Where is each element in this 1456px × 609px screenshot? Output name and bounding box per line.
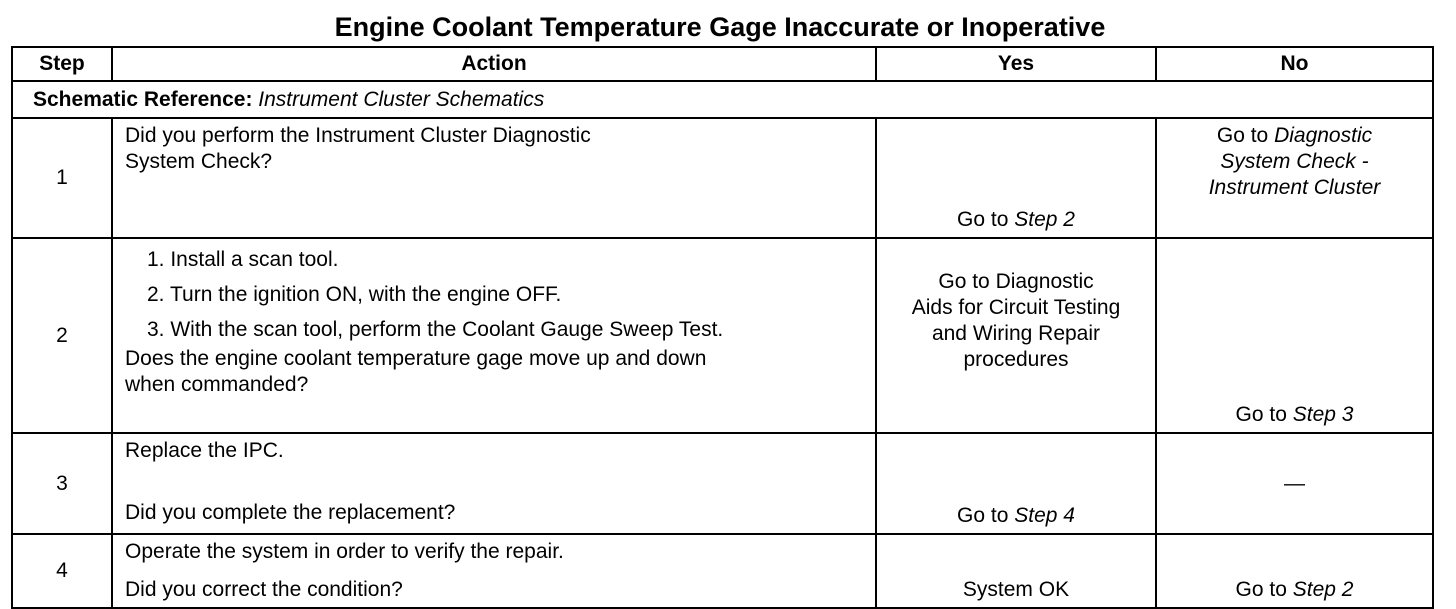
yes-text: Aids for Circuit Testing (911, 296, 1121, 319)
no-prefix: Go to (1235, 578, 1293, 601)
action-question: when commanded? (125, 373, 309, 396)
no-cell (1156, 534, 1433, 608)
yes-cell (876, 238, 1156, 433)
action-cell (112, 433, 876, 534)
schematic-row (12, 81, 1433, 118)
no-cell (1156, 238, 1433, 433)
table-row (12, 118, 1433, 238)
schematic-link[interactable]: Instrument Cluster Schematics (258, 87, 545, 111)
no-step-link[interactable]: Step 2 (1292, 578, 1354, 601)
action-text: System Check? (125, 150, 273, 173)
header-no: No (1156, 47, 1433, 81)
header-action: Action (112, 47, 876, 81)
no-diagnostic-link[interactable]: Instrument Cluster (1208, 176, 1381, 199)
action-cell (112, 534, 876, 608)
no-diagnostic-link[interactable]: Diagnostic (1274, 124, 1373, 147)
yes-step-link[interactable]: Step 2 (1014, 208, 1075, 231)
no-prefix: Go to (1235, 403, 1293, 426)
yes-cell: System OK (876, 534, 1156, 608)
table-row (12, 238, 1433, 433)
list-item: 1. Install a scan tool. (147, 248, 339, 271)
header-yes: Yes (876, 47, 1156, 81)
action-steps-list (125, 247, 875, 343)
step-number: 2 (12, 238, 112, 433)
yes-step-link[interactable]: Step 4 (1014, 504, 1075, 527)
table-row (12, 534, 1433, 608)
no-step-link[interactable]: Step 3 (1292, 403, 1354, 426)
yes-cell (876, 118, 1156, 238)
no-cell (1156, 118, 1433, 238)
diagnostic-table (11, 46, 1434, 609)
schematic-reference (12, 81, 1433, 118)
page-title: Engine Coolant Temperature Gage Inaccurate or Inoperative (334, 12, 1106, 42)
yes-text: Go to Diagnostic (938, 270, 1094, 293)
action-text: Did you perform the Instrument Cluster Diagnostic (125, 124, 591, 147)
no-diagnostic-link[interactable]: System Check - (1220, 150, 1369, 173)
no-prefix: Go to (1216, 124, 1275, 147)
schematic-label: Schematic Reference: (33, 87, 253, 111)
action-question: Does the engine coolant temperature gage move up and down (125, 347, 707, 370)
no-cell: — (1156, 433, 1433, 534)
action-text: Replace the IPC. (125, 439, 284, 462)
step-number: 4 (12, 534, 112, 608)
yes-text: procedures (963, 348, 1069, 371)
action-cell (112, 238, 876, 433)
action-text: Operate the system in order to verify the repair. (125, 540, 564, 563)
table-row (12, 433, 1433, 534)
yes-cell (876, 433, 1156, 534)
table-header-row (12, 47, 1433, 81)
yes-text: and Wiring Repair (931, 322, 1101, 345)
step-number: 3 (12, 433, 112, 534)
yes-prefix: Go to (957, 208, 1015, 231)
list-item: 3. With the scan tool, perform the Coolant Gauge Sweep Test. (147, 318, 724, 341)
header-step: Step (12, 47, 112, 81)
yes-prefix: Go to (957, 504, 1015, 527)
action-question: Did you correct the condition? (125, 578, 403, 601)
step-number: 1 (12, 118, 112, 238)
list-item: 2. Turn the ignition ON, with the engine OFF. (147, 283, 562, 306)
action-question: Did you complete the replacement? (125, 501, 456, 524)
action-cell (112, 118, 876, 238)
